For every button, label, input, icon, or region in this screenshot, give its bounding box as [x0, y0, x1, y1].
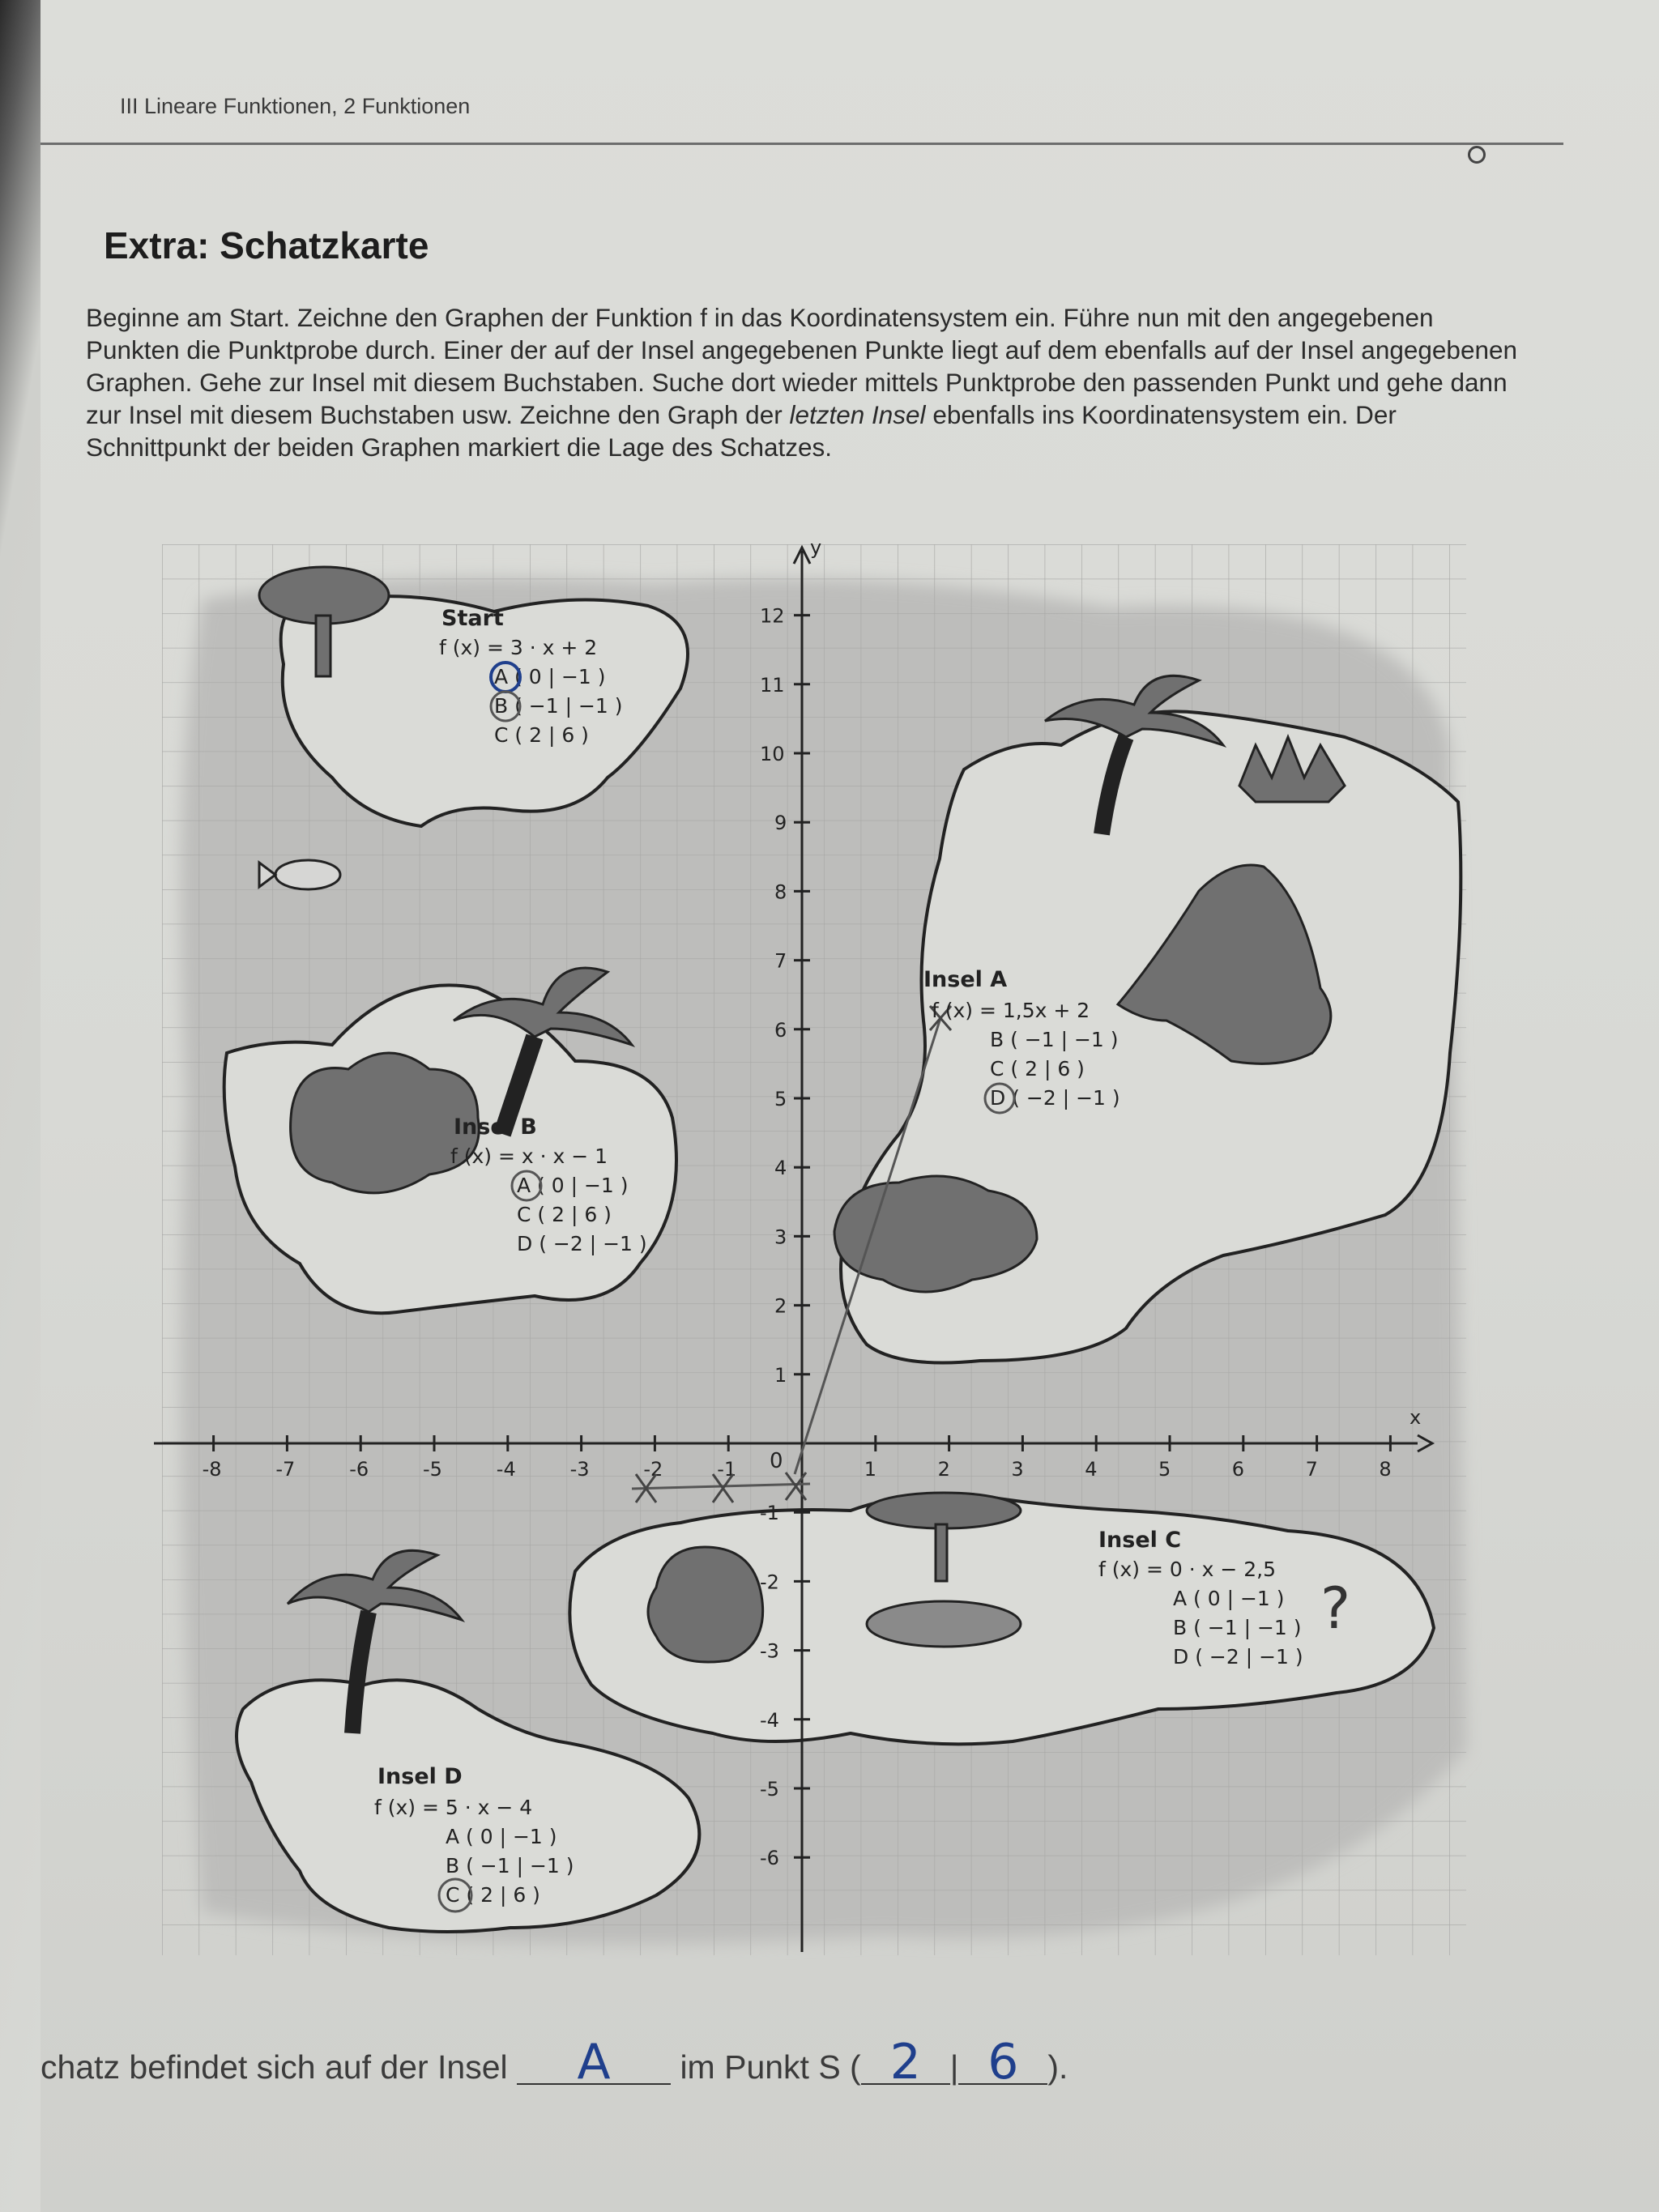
y-tick-label: 8: [774, 880, 787, 904]
insel-b-point-c: C ( 2 | 6 ): [517, 1203, 612, 1226]
insel-b-function: f (x) = x · x − 1: [450, 1144, 608, 1168]
instructions-emphasis: letzten Insel: [789, 400, 926, 429]
start-island-title: Start: [441, 606, 504, 631]
insel-c-point-d: D ( −2 | −1 ): [1173, 1645, 1303, 1669]
header-rule-dot: [1468, 146, 1486, 164]
insel-a-title: Insel A: [923, 967, 1008, 992]
x-tick-label: -4: [496, 1458, 516, 1481]
x-tick-label: 8: [1379, 1458, 1392, 1481]
instructions-text-1: Beginne am Start. Zeichne den Graphen der Funktion f in das Koordinatensystem ein. Führe nun mit den angegebenen Punkten die Punktprobe durch. Einer der auf der Insel angegebenen Punkte liegt auf dem ebenfalls auf der Insel angegebenen Graphen. Gehe zur Insel mit diesem Buchstaben. Suche dort wieder mittels Punktprobe den passenden Punkt und gehe dann zur Insel mit diesem Buchstaben usw. Zeichne den Graph der: [86, 303, 1518, 429]
page-title: Extra: Schatzkarte: [104, 224, 429, 266]
y-tick-label: -2: [760, 1571, 779, 1594]
start-point-b: B ( −1 | −1 ): [494, 694, 623, 718]
y-tick-label: 10: [760, 743, 785, 765]
answer-middle: im Punkt S (: [680, 2048, 861, 2086]
y-tick-label: -1: [760, 1502, 779, 1525]
insel-c-point-a: A ( 0 | −1 ): [1173, 1587, 1285, 1610]
x-tick-label: 3: [1011, 1458, 1024, 1481]
answer-line: [41, 2034, 1337, 2091]
x-tick-label: -3: [569, 1458, 590, 1481]
header-rule: [41, 143, 1563, 145]
worksheet-page: [41, 0, 1659, 2212]
handwritten-question-mark: ?: [1320, 1575, 1351, 1642]
x-tick-label: -7: [275, 1458, 296, 1481]
x-tick-label: 7: [1305, 1458, 1318, 1481]
instructions-paragraph: [86, 301, 1528, 463]
x-tick-label: 2: [937, 1458, 950, 1481]
insel-a-point-c: C ( 2 | 6 ): [990, 1057, 1085, 1080]
insel-b-point-a: A ( 0 | −1 ): [517, 1174, 629, 1197]
instructions-text-2: ebenfalls ins Koordinatensystem ein. Der Schnittpunkt der beiden Graphen markiert die Lage des Schatzes.: [86, 400, 1397, 462]
x-axis-label: x: [1410, 1406, 1422, 1429]
y-tick-label: -4: [760, 1708, 779, 1732]
y-tick-label: -5: [760, 1778, 779, 1801]
x-tick-label: -5: [423, 1458, 442, 1481]
y-tick-label: 1: [774, 1363, 787, 1387]
insel-d-point-b: B ( −1 | −1 ): [446, 1854, 574, 1877]
insel-a-function: f (x) = 1,5x + 2: [932, 999, 1090, 1022]
running-head: III Lineare Funktionen, 2 Funktionen: [120, 94, 471, 118]
answer-sy-field[interactable]: 6: [958, 2041, 1047, 2085]
insel-d-point-a: A ( 0 | −1 ): [446, 1825, 557, 1848]
x-tick-label: 6: [1231, 1458, 1245, 1481]
x-tick-label: -2: [643, 1458, 663, 1481]
y-axis-label: y: [810, 536, 822, 559]
y-tick-label: 3: [774, 1225, 787, 1249]
y-tick-label: -6: [760, 1847, 779, 1870]
y-tick-label: 6: [774, 1018, 787, 1042]
x-tick-label: -8: [202, 1458, 222, 1481]
y-tick-label: 11: [760, 673, 785, 697]
y-tick-label: 4: [774, 1157, 787, 1180]
insel-b-point-d: D ( −2 | −1 ): [517, 1232, 647, 1255]
insel-c-function: f (x) = 0 · x − 2,5: [1098, 1558, 1277, 1581]
answer-sx-field[interactable]: 2: [861, 2041, 950, 2085]
y-tick-label: 9: [774, 812, 787, 835]
insel-b-title: Insel B: [454, 1115, 537, 1140]
answer-prefix: chatz befindet sich auf der Insel: [41, 2048, 508, 2086]
insel-c-point-b: B ( −1 | −1 ): [1173, 1616, 1302, 1639]
answer-separator: |: [949, 2048, 959, 2086]
insel-a-point-b: B ( −1 | −1 ): [990, 1028, 1119, 1051]
x-tick-label: 4: [1085, 1458, 1098, 1481]
insel-d-function: f (x) = 5 · x − 4: [374, 1796, 533, 1819]
treasure-map: [154, 535, 1482, 1960]
start-function: f (x) = 3 · x + 2: [439, 636, 598, 659]
bush-c-icon: [648, 1547, 763, 1662]
start-point-a: A ( 0 | −1 ): [494, 665, 606, 688]
insel-a-point-d: D ( −2 | −1 ): [990, 1086, 1120, 1110]
answer-island-field[interactable]: A: [517, 2041, 671, 2085]
y-tick-label: -3: [760, 1639, 779, 1663]
y-tick-label: 12: [760, 604, 785, 628]
x-tick-label: -6: [349, 1458, 369, 1481]
y-tick-label: 7: [774, 949, 787, 973]
y-tick-label: 5: [774, 1088, 787, 1110]
x-tick-label: 5: [1158, 1458, 1171, 1481]
x-tick-label: -1: [717, 1458, 737, 1481]
y-tick-label: 2: [774, 1294, 787, 1318]
start-point-c: C ( 2 | 6 ): [494, 723, 589, 747]
insel-d-title: Insel D: [377, 1764, 463, 1789]
insel-d-point-c: C ( 2 | 6 ): [446, 1883, 540, 1907]
x-tick-label: 1: [864, 1458, 877, 1481]
insel-c-title: Insel C: [1098, 1528, 1182, 1553]
answer-suffix: ).: [1047, 2048, 1068, 2086]
origin-label: 0: [770, 1449, 783, 1473]
